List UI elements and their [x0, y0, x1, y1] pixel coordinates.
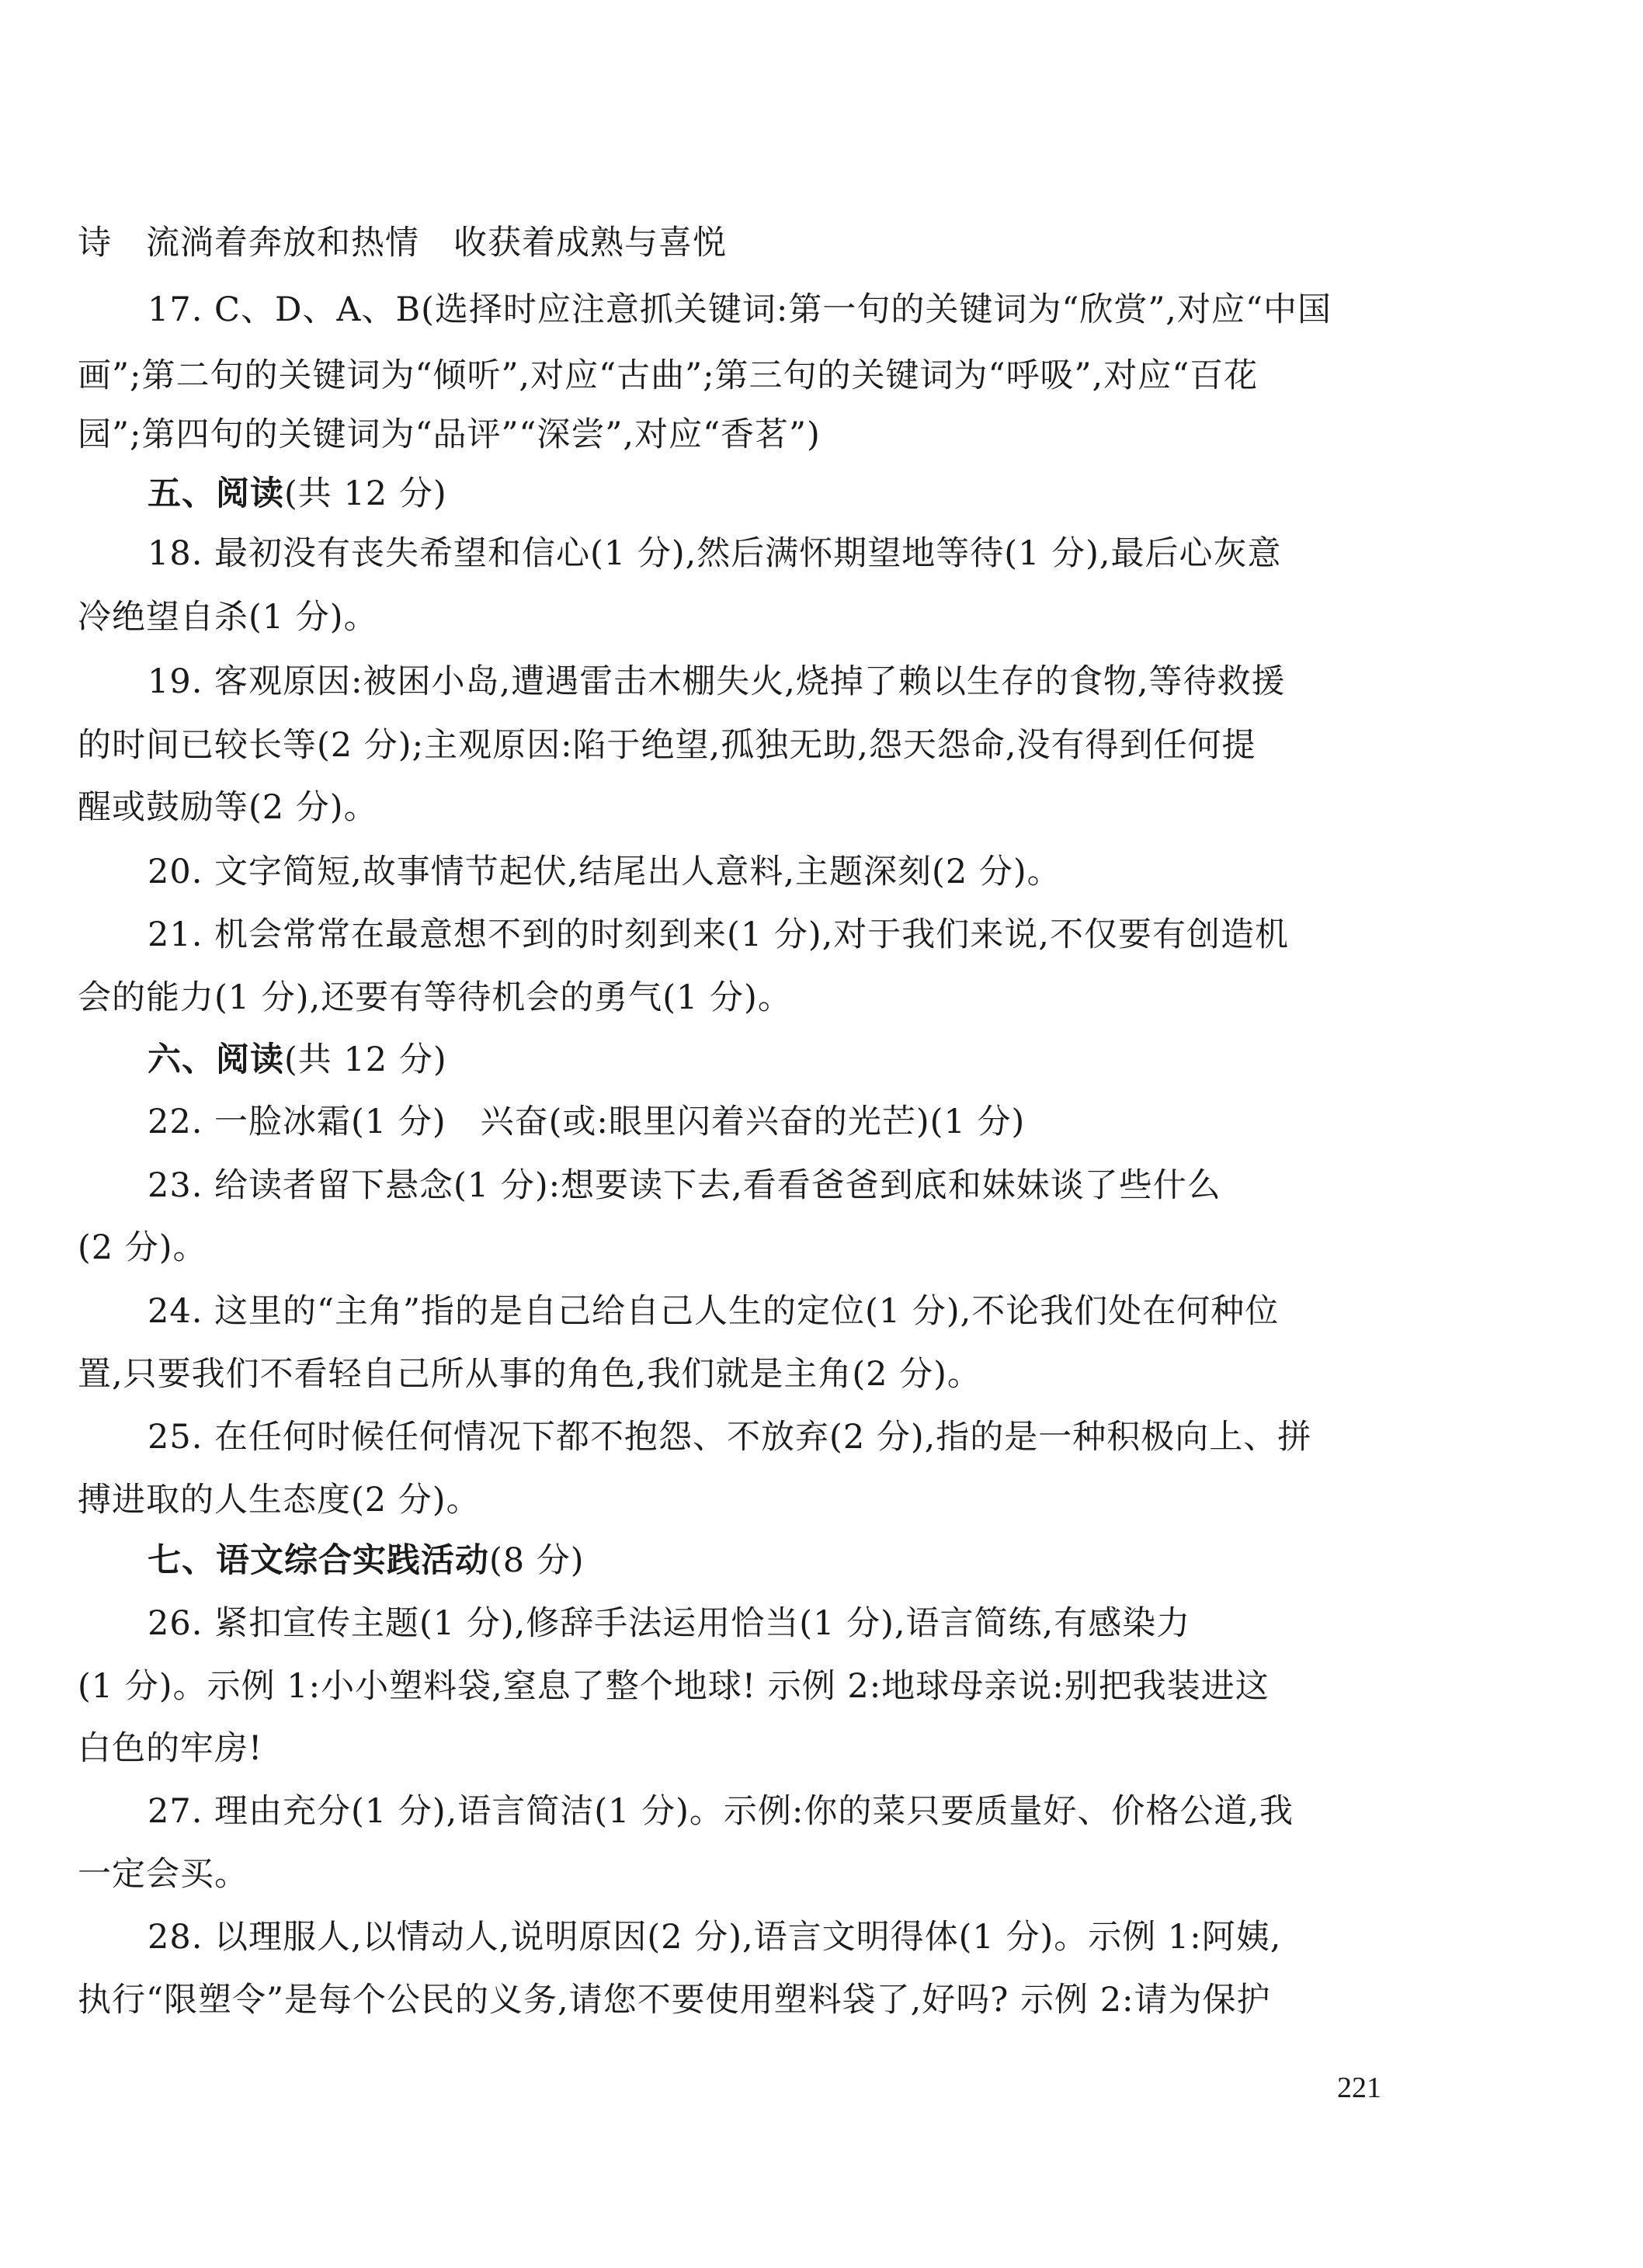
- text-line: 画”;第二句的关键词为“倾听”,对应“古曲”;第三句的关键词为“呼吸”,对应“百花: [78, 356, 1259, 395]
- answer-25: 25. 在任何时候任何情况下都不抱怨、不放弃(2 分),指的是一种积极向上、拼: [148, 1418, 1312, 1457]
- answer-26: 26. 紧扣宣传主题(1 分),修辞手法运用恰当(1 分),语言简练,有感染力: [148, 1604, 1191, 1643]
- text-line: 园”;第四句的关键词为“品评”“深尝”,对应“香茗”): [78, 415, 821, 454]
- answer-18: 18. 最初没有丧失希望和信心(1 分),然后满怀期望地等待(1 分),最后心灰意: [148, 534, 1282, 573]
- section-title: 七、语文综合实践活动: [148, 1541, 489, 1580]
- answer-27: 27. 理由充分(1 分),语言简洁(1 分)。示例:你的菜只要质量好、价格公道,我: [148, 1792, 1294, 1831]
- answer-22: 22. 一脸冰霜(1 分) 兴奋(或:眼里闪着兴奋的光芒)(1 分): [148, 1103, 1026, 1141]
- answer-20: 20. 文字简短,故事情节起伏,结尾出人意料,主题深刻(2 分)。: [148, 853, 1061, 891]
- text-line: (1 分)。示例 1:小小塑料袋,窒息了整个地球! 示例 2:地球母亲说:别把我装进这: [78, 1667, 1270, 1706]
- text-line: 的时间已较长等(2 分);主观原因:陷于绝望,孤独无助,怨天怨命,没有得到任何提: [78, 726, 1256, 765]
- answer-19: 19. 客观原因:被困小岛,遭遇雷击木棚失火,烧掉了赖以生存的食物,等待救援: [148, 662, 1286, 701]
- section-heading-7: [148, 1537, 1468, 1584]
- text-line: 诗 流淌着奔放和热情 收获着成熟与喜悦: [78, 224, 727, 262]
- section-heading-6: [148, 1037, 1468, 1083]
- section-score: (共 12 分): [284, 1040, 447, 1079]
- page-number: 221: [1337, 2072, 1381, 2104]
- text-line: 执行“限塑令”是每个公民的义务,请您不要使用塑料袋了,好吗? 示例 2:请为保护: [78, 1981, 1271, 2020]
- text-line: 醒或鼓励等(2 分)。: [78, 788, 378, 827]
- answer-28: 28. 以理服人,以情动人,说明原因(2 分),语言文明得体(1 分)。示例 1:阿姨,: [148, 1918, 1282, 1957]
- section-heading-5: [148, 471, 1468, 517]
- text-line: 冷绝望自杀(1 分)。: [78, 598, 378, 637]
- text-line: 会的能力(1 分),还要有等待机会的勇气(1 分)。: [78, 978, 792, 1017]
- answer-21: 21. 机会常常在最意想不到的时刻到来(1 分),对于我们来说,不仅要有创造机: [148, 915, 1289, 954]
- text-line: 置,只要我们不看轻自己所从事的角色,我们就是主角(2 分)。: [78, 1355, 981, 1394]
- section-score: (8 分): [489, 1541, 585, 1580]
- answer-17: 17. C、D、A、B(选择时应注意抓关键词:第一句的关键词为“欣赏”,对应“中国: [148, 290, 1332, 329]
- section-score: (共 12 分): [284, 474, 447, 513]
- answer-23: 23. 给读者留下悬念(1 分):想要读下去,看看爸爸到底和妹妹谈了些什么: [148, 1166, 1221, 1205]
- section-title: 五、阅读: [148, 474, 284, 513]
- text-line: (2 分)。: [78, 1228, 207, 1267]
- answer-24: 24. 这里的“主角”指的是自己给自己人生的定位(1 分),不论我们处在何种位: [148, 1292, 1280, 1331]
- text-line: 一定会买。: [78, 1855, 248, 1894]
- text-line: 白色的牢房!: [78, 1729, 263, 1768]
- section-title: 六、阅读: [148, 1040, 284, 1079]
- text-line: 搏进取的人生态度(2 分)。: [78, 1481, 481, 1520]
